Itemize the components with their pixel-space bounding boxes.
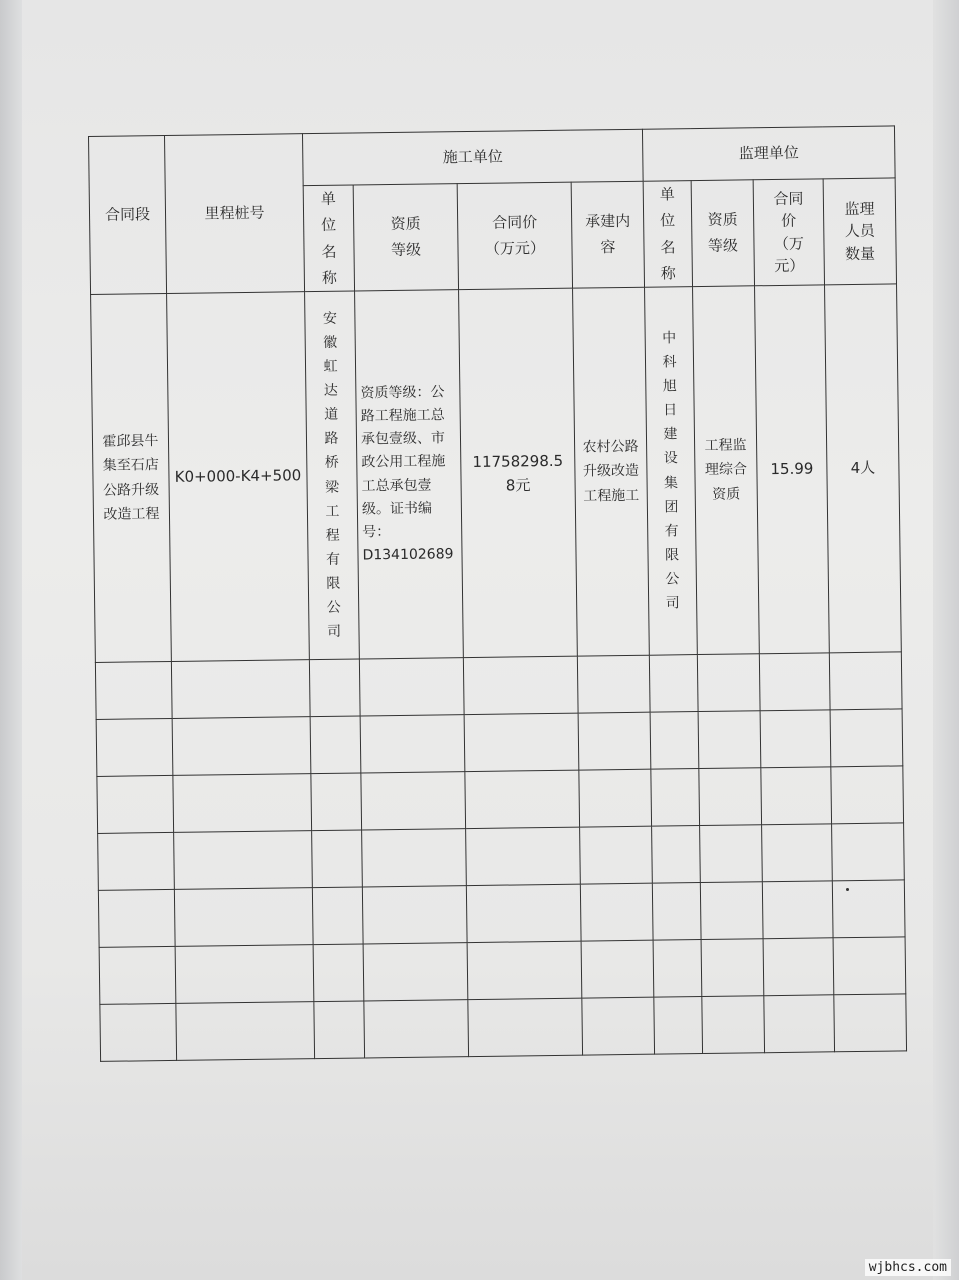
empty-table-row xyxy=(99,937,906,1005)
empty-cell xyxy=(760,710,831,768)
header-s-unit-name-text: 单位名称 xyxy=(659,185,676,283)
row-c-qualification: 资质等级：公路工程施工总承包壹级、市政公用工程施工总承包壹级。证书编号：D134102689 xyxy=(355,290,464,659)
empty-cell xyxy=(649,655,698,713)
empty-cell xyxy=(174,888,313,947)
empty-cell xyxy=(580,826,653,884)
empty-cell xyxy=(466,827,581,885)
empty-cell xyxy=(697,654,760,712)
row-s-qualification xyxy=(693,286,760,655)
row-s-qualification-text: 工程监理综合资质 xyxy=(704,437,748,503)
header-c-content xyxy=(571,181,644,288)
empty-cell xyxy=(699,768,762,826)
header-s-contract-price-text: 合同价（万元） xyxy=(773,189,805,276)
row-s-staff-count: 4人 xyxy=(825,284,902,653)
row-c-unit-name xyxy=(305,291,360,660)
row-contract-section-text: 霍邱县牛集至石店公路升级改造工程 xyxy=(102,432,160,523)
empty-cell xyxy=(579,769,652,827)
empty-cell xyxy=(651,769,700,827)
empty-cell xyxy=(581,940,654,998)
empty-table-row xyxy=(97,766,904,834)
empty-cell xyxy=(176,1002,315,1061)
header-s-unit-name xyxy=(643,181,692,288)
header-s-qualification-text: 资质等级 xyxy=(707,210,739,255)
header-s-staff-count xyxy=(823,178,896,285)
row-s-contract-price: 15.99 xyxy=(755,285,830,654)
empty-cell xyxy=(309,659,360,717)
empty-cell xyxy=(764,995,835,1053)
header-construction-unit: 施工单位 xyxy=(302,129,643,185)
empty-cell xyxy=(700,825,763,883)
empty-cell xyxy=(582,997,655,1055)
empty-cell xyxy=(100,1003,177,1061)
empty-cell xyxy=(832,880,905,938)
empty-cell xyxy=(759,653,830,711)
empty-table-row xyxy=(98,880,905,948)
ink-speck xyxy=(846,888,849,891)
empty-cell xyxy=(98,832,175,890)
header-supervision-unit: 监理单位 xyxy=(642,126,895,181)
empty-cell xyxy=(363,943,468,1001)
empty-cell xyxy=(313,944,364,1002)
empty-cell xyxy=(310,716,361,774)
empty-cell xyxy=(97,775,174,833)
empty-cell xyxy=(763,938,834,996)
empty-cell xyxy=(577,655,650,713)
empty-table-row xyxy=(95,652,902,720)
page-edge xyxy=(933,0,959,1280)
contract-table-wrapper xyxy=(88,125,906,1081)
header-contract-section: 合同段 xyxy=(89,135,167,294)
empty-cell xyxy=(762,824,833,882)
empty-cell xyxy=(362,829,467,887)
empty-cell xyxy=(465,770,580,828)
empty-cell xyxy=(762,881,833,939)
row-c-contract-price xyxy=(459,288,578,657)
empty-cell xyxy=(312,887,363,945)
empty-cell xyxy=(314,1001,365,1059)
empty-cell xyxy=(173,774,312,833)
header-mileage: 里程桩号 xyxy=(164,134,304,294)
empty-cell xyxy=(96,718,173,776)
empty-cell xyxy=(361,772,466,830)
empty-cell xyxy=(95,661,172,719)
empty-cell xyxy=(832,823,905,881)
empty-cell xyxy=(834,994,907,1052)
empty-cell xyxy=(312,830,363,888)
row-s-unit-name-text: 中科旭日建设集团有限公司 xyxy=(662,330,680,612)
empty-cell xyxy=(578,712,651,770)
empty-table-row xyxy=(98,823,905,891)
header-s-qualification xyxy=(691,180,754,287)
row-mileage: K0+000-K4+500 xyxy=(167,292,310,662)
empty-table-row xyxy=(96,709,903,777)
header-s-staff-count-text: 监理人员数量 xyxy=(844,199,876,263)
empty-cell xyxy=(831,766,904,824)
empty-cell xyxy=(467,941,582,999)
empty-cell xyxy=(172,717,311,776)
empty-cell xyxy=(829,652,902,710)
empty-cell xyxy=(580,883,653,941)
empty-cell xyxy=(171,660,310,719)
row-s-unit-name xyxy=(645,287,698,656)
row-c-unit-name-text: 安徽虹达道路桥梁工程有限公司 xyxy=(322,310,342,640)
row-contract-section xyxy=(91,293,172,662)
empty-cell xyxy=(360,715,465,773)
empty-cell xyxy=(653,940,702,998)
empty-cell xyxy=(175,945,314,1004)
header-c-qualification-text: 资质等级 xyxy=(390,214,422,259)
empty-cell xyxy=(359,658,464,716)
row-c-content-text: 农村公路升级改造工程施工 xyxy=(582,438,640,505)
empty-cell xyxy=(698,711,761,769)
empty-cell xyxy=(652,883,701,941)
empty-cell xyxy=(362,886,467,944)
empty-cell xyxy=(468,998,583,1056)
contract-table xyxy=(88,125,907,1061)
header-s-contract-price xyxy=(753,179,824,286)
empty-table-row xyxy=(100,994,907,1062)
empty-cell xyxy=(652,826,701,884)
empty-rows xyxy=(95,652,906,1062)
empty-cell xyxy=(464,713,579,771)
empty-cell xyxy=(702,996,765,1054)
empty-cell xyxy=(311,773,362,831)
header-c-unit-name xyxy=(303,185,354,292)
empty-cell xyxy=(833,937,906,995)
empty-cell xyxy=(364,1000,469,1058)
empty-cell xyxy=(700,882,763,940)
empty-cell xyxy=(98,889,175,947)
empty-cell xyxy=(99,946,176,1004)
empty-cell xyxy=(761,767,832,825)
table-row xyxy=(91,284,902,663)
header-c-contract-price-text: 合同价（万元） xyxy=(484,213,546,258)
empty-cell xyxy=(830,709,903,767)
empty-cell xyxy=(654,997,703,1055)
row-c-content xyxy=(573,287,650,656)
header-c-contract-price xyxy=(457,182,572,289)
empty-cell xyxy=(174,831,313,890)
header-c-content-text: 承建内容 xyxy=(585,211,631,256)
binding-edge xyxy=(0,0,22,1280)
row-c-contract-price-text: 11758298.58元 xyxy=(472,451,564,495)
empty-cell xyxy=(466,884,581,942)
empty-cell xyxy=(463,656,578,714)
empty-cell xyxy=(650,712,699,770)
header-c-unit-name-text: 单位名称 xyxy=(320,189,338,287)
header-c-qualification xyxy=(353,184,458,291)
site-watermark: wjbhcs.com xyxy=(865,1259,951,1276)
empty-cell xyxy=(701,939,764,997)
